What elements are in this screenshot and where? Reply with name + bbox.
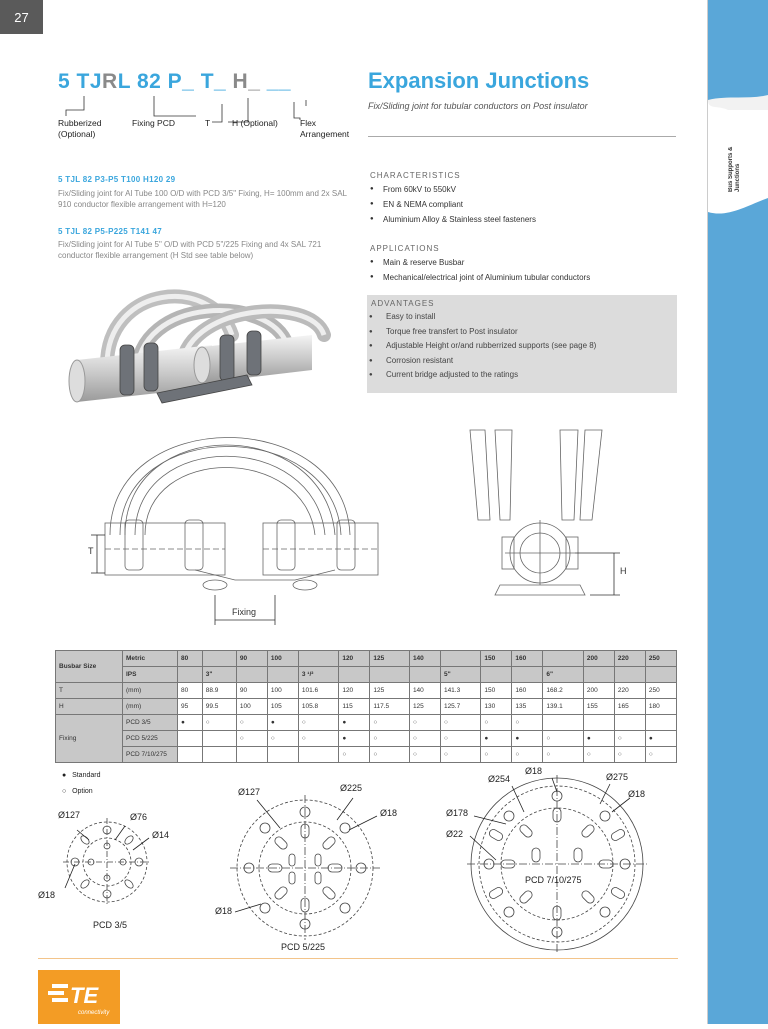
table-cell: ● (178, 715, 203, 731)
pcd5225-name: PCD 5/225 (281, 942, 326, 952)
table-cell (178, 747, 203, 763)
table-cell: 95 (178, 699, 203, 715)
table-cell: ○ (440, 731, 480, 747)
table-cell: ○ (440, 715, 480, 731)
product-desc-2: Fix/Sliding joint for Al Tube 5" O/D with PCD 5"/225 Fixing and 4x SAL 721 conductor flexible arrangement (H Std see table below) (58, 240, 322, 260)
list-item: ● Current bridge adjusted to the ratings (367, 368, 677, 383)
end-view-drawing (450, 425, 630, 615)
list-item: ● Mechanical/electrical joint of Aluminium tubular conductors (368, 270, 590, 285)
table-cell (543, 651, 583, 667)
table-cell: ○ (543, 731, 583, 747)
table-cell (202, 651, 236, 667)
table-pcd-label: PCD 3/5 (123, 715, 178, 731)
table-row-label-h: H (56, 699, 123, 715)
dimension-h-label: H (620, 566, 627, 576)
code-part-2: R (102, 70, 118, 93)
table-cell: ○ (298, 715, 338, 731)
table-unit: (mm) (123, 699, 178, 715)
table-cell: 150 (481, 683, 512, 699)
characteristics-list (368, 182, 536, 227)
table-cell: 130 (481, 699, 512, 715)
table-cell (409, 667, 440, 683)
table-cell: 101.6 (298, 683, 338, 699)
table-cell: ● (267, 715, 298, 731)
table-cell: 250 (645, 683, 676, 699)
table-cell: ○ (370, 747, 410, 763)
table-cell: ○ (339, 747, 370, 763)
pcd710-dim-5: Ø178 (446, 808, 469, 818)
table-cell (583, 715, 614, 731)
table-header-metric: Metric (123, 651, 178, 667)
table-cell: 200 (583, 651, 614, 667)
table-cell: ○ (583, 747, 614, 763)
table-cell: 100 (267, 683, 298, 699)
table-cell: 100 (267, 651, 298, 667)
table-row-label-fixing: Fixing (56, 715, 123, 763)
note-flex: Flex Arrangement (300, 118, 350, 139)
pcd35-dim-4: Ø18 (38, 890, 56, 900)
table-cell (543, 715, 583, 731)
table-cell: 3 ¹/² (298, 667, 338, 683)
pcd5225-dim-1: Ø127 (238, 787, 261, 797)
table-cell (267, 667, 298, 683)
table-cell: ○ (298, 731, 338, 747)
table-cell: ● (339, 731, 370, 747)
te-connectivity-logo (38, 970, 120, 1024)
table-cell: 125 (370, 683, 410, 699)
pcd710-dim-1: Ø254 (488, 774, 511, 784)
table-cell (339, 667, 370, 683)
list-item: ● Corrosion resistant (367, 354, 677, 369)
table-cell (614, 715, 645, 731)
table-row-label-t: T (56, 683, 123, 699)
table-cell: ○ (409, 747, 440, 763)
table-cell: 160 (512, 651, 543, 667)
table-cell: 90 (236, 651, 267, 667)
logo-brand: TE (70, 983, 99, 1008)
list-item: ● Main & reserve Busbar (368, 255, 590, 270)
pcd5225-dim-2: Ø225 (340, 783, 363, 793)
note-fixing-pcd: Fixing PCD (132, 118, 175, 128)
pcd35-dim-1: Ø127 (58, 810, 81, 820)
table-cell (236, 747, 267, 763)
applications-list (368, 255, 590, 285)
table-cell (202, 747, 236, 763)
pcd5225-dim-4: Ø18 (215, 906, 233, 916)
pcd710-dim-6: Ø22 (446, 829, 464, 839)
table-cell: ○ (645, 747, 676, 763)
table-cell: 80 (178, 683, 203, 699)
table-cell: 105.8 (298, 699, 338, 715)
side-view-drawing (85, 425, 385, 625)
table-cell: 117.5 (370, 699, 410, 715)
table-cell (645, 667, 676, 683)
table-cell: ○ (202, 715, 236, 731)
pcd35-name: PCD 3/5 (93, 920, 128, 930)
table-cell: ● (583, 731, 614, 747)
note-h-optional: H (Optional) (232, 118, 278, 128)
table-cell: ● (512, 731, 543, 747)
list-item: ● Adjustable Height or/and rubberrized supports (see page 8) (367, 339, 677, 354)
pcd710-dim-4: Ø18 (628, 789, 646, 799)
list-item: ● Aluminium Alloy & Stainless steel fasteners (368, 212, 536, 227)
table-cell: ● (481, 731, 512, 747)
table-cell: ○ (512, 715, 543, 731)
table-cell: ● (645, 731, 676, 747)
table-cell: 250 (645, 651, 676, 667)
list-item: ● From 60kV to 550kV (368, 182, 536, 197)
spec-table (55, 650, 677, 763)
table-cell: ○ (267, 731, 298, 747)
pcd-7-10-275-drawing (462, 772, 652, 954)
list-item: ● Torque free transfert to Post insulator (367, 325, 677, 340)
list-item: ● EN & NEMA compliant (368, 197, 536, 212)
table-cell: 105 (267, 699, 298, 715)
code-part-1: 5 TJ (58, 70, 103, 93)
note-rubberized: Rubberized (Optional) (58, 118, 102, 139)
code-part-3: L 82 P_ T_ (117, 70, 233, 93)
legend-standard-label: Standard (72, 772, 101, 779)
side-tab-label: Bus Supports & Junctions (728, 146, 741, 192)
product-code-2: 5 TJL 82 P5-P225 T141 47 (58, 227, 163, 236)
table-cell: 200 (583, 683, 614, 699)
table-cell (267, 747, 298, 763)
applications-heading: APPLICATIONS (370, 244, 440, 253)
table-cell: ○ (409, 731, 440, 747)
table-cell: 141.3 (440, 683, 480, 699)
table-pcd-label: PCD 5/225 (123, 731, 178, 747)
table-pcd-label: PCD 7/10/275 (123, 747, 178, 763)
page-number: 27 (0, 0, 43, 34)
table-cell (440, 651, 480, 667)
table-cell: 220 (614, 651, 645, 667)
table-cell: 125 (409, 699, 440, 715)
table-cell: 125.7 (440, 699, 480, 715)
table-cell: 80 (178, 651, 203, 667)
table-cell (178, 731, 203, 747)
table-cell: 120 (339, 683, 370, 699)
list-item: ● Easy to install (367, 310, 677, 325)
table-cell (512, 667, 543, 683)
table-cell: 125 (370, 651, 410, 667)
table-cell: ○ (440, 747, 480, 763)
table-cell: 120 (339, 651, 370, 667)
header-divider (368, 136, 676, 137)
code-part-4: H_ (232, 70, 261, 93)
table-cell: 180 (645, 699, 676, 715)
advantages-heading: ADVANTAGES (371, 299, 435, 308)
table-cell: ○ (409, 715, 440, 731)
dimension-fixing-label: Fixing (232, 607, 257, 617)
advantages-box (367, 295, 677, 393)
table-cell: ○ (543, 747, 583, 763)
table-cell: 150 (481, 651, 512, 667)
table-cell: 139.1 (543, 699, 583, 715)
table-cell (370, 667, 410, 683)
footer-divider (38, 958, 678, 959)
pcd35-dim-3: Ø14 (152, 830, 170, 840)
legend-standard: ● Standard (62, 772, 101, 779)
table-cell: 140 (409, 683, 440, 699)
page-title: Expansion Junctions (368, 68, 590, 93)
table-cell (202, 731, 236, 747)
page-subtitle: Fix/Sliding joint for tubular conductors on Post insulator (368, 101, 588, 111)
table-header-ips: IPS (123, 667, 178, 683)
table-cell (583, 667, 614, 683)
table-cell: 165 (614, 699, 645, 715)
table-cell: 90 (236, 683, 267, 699)
table-cell: 168.2 (543, 683, 583, 699)
product-code-title (58, 70, 291, 94)
product-code-1: 5 TJL 82 P3-P5 T100 H120 29 (58, 175, 176, 184)
table-cell (614, 667, 645, 683)
table-cell (645, 715, 676, 731)
table-cell: ○ (236, 715, 267, 731)
table-cell: ○ (236, 731, 267, 747)
table-cell: ○ (512, 747, 543, 763)
table-cell: 88.9 (202, 683, 236, 699)
table-cell (178, 667, 203, 683)
characteristics-heading: CHARACTERISTICS (370, 171, 461, 180)
table-cell: ● (339, 715, 370, 731)
table-cell: 220 (614, 683, 645, 699)
table-header-busbar-size: Busbar Size (56, 651, 123, 683)
table-cell: ○ (481, 715, 512, 731)
table-cell: ○ (370, 715, 410, 731)
table-cell: ○ (481, 747, 512, 763)
pcd-5-225-drawing (225, 790, 390, 940)
legend-option-label: Option (72, 788, 93, 795)
table-cell: ○ (370, 731, 410, 747)
note-t: T (205, 118, 211, 128)
table-cell: 160 (512, 683, 543, 699)
pcd35-dim-2: Ø76 (130, 812, 148, 822)
pcd5225-dim-3: Ø18 (380, 808, 398, 818)
te-logo-icon (38, 970, 120, 1024)
dimension-t-label: T (88, 546, 94, 556)
table-cell: 5" (440, 667, 480, 683)
table-cell (298, 747, 338, 763)
table-cell: 140 (409, 651, 440, 667)
advantages-list (367, 310, 677, 383)
table-cell (481, 667, 512, 683)
table-cell: ○ (614, 747, 645, 763)
table-cell: 6" (543, 667, 583, 683)
product-desc-1: Fix/Sliding joint for Al Tube 100 O/D with PCD 3/5" Fixing, H= 100mm and 2x SAL 910 conductor flexible arrangement with H=120 (58, 189, 347, 209)
table-cell: 135 (512, 699, 543, 715)
table-cell: 155 (583, 699, 614, 715)
table-cell: 99.5 (202, 699, 236, 715)
pcd710-dim-3: Ø275 (606, 772, 629, 782)
pcd710-name: PCD 7/10/275 (525, 875, 582, 885)
code-part-5: __ (260, 70, 292, 93)
table-cell (236, 667, 267, 683)
table-cell: ○ (614, 731, 645, 747)
table-cell: 115 (339, 699, 370, 715)
pcd710-dim-2: Ø18 (525, 766, 543, 776)
table-cell: 3" (202, 667, 236, 683)
table-unit: (mm) (123, 683, 178, 699)
table-cell (298, 651, 338, 667)
logo-tagline: connectivity (78, 1010, 110, 1016)
product-render-image (62, 275, 362, 415)
table-cell: 100 (236, 699, 267, 715)
legend-option: ○ Option (62, 788, 93, 795)
